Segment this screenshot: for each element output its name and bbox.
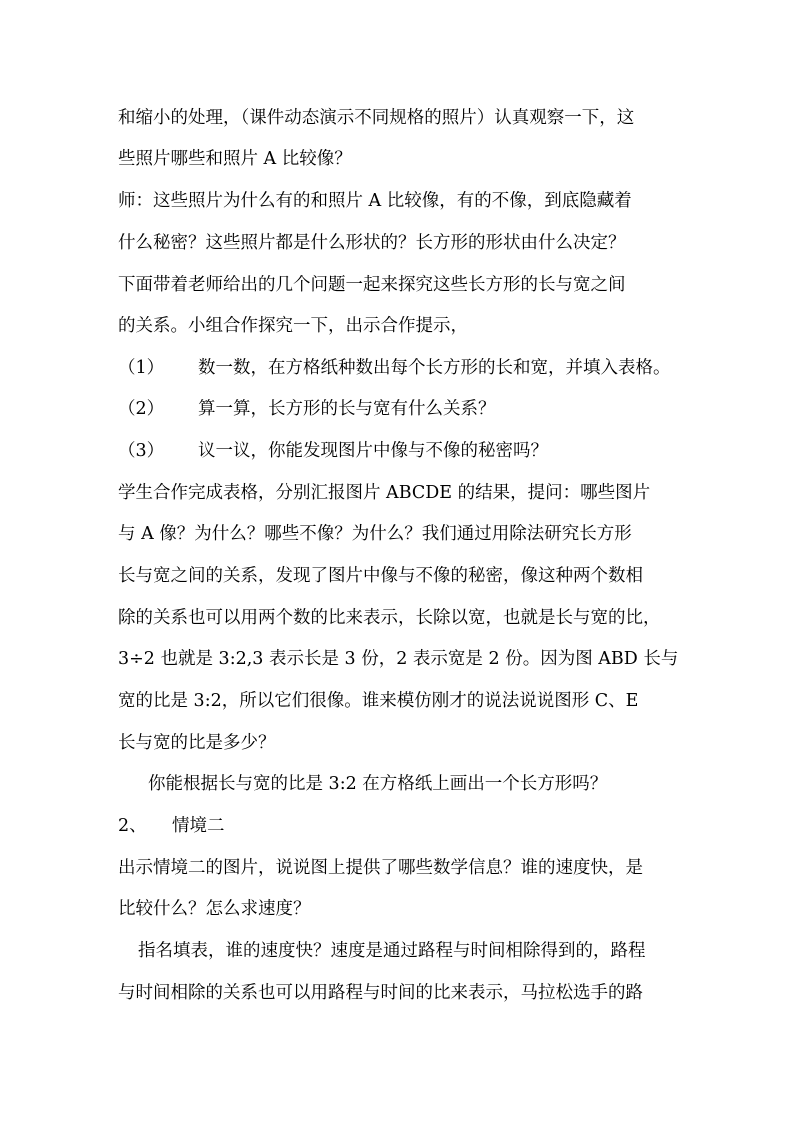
text-line: 什么秘密？这些照片都是什么形状的？长方形的形状由什么决定？ (118, 233, 626, 253)
section-number: 2、 (118, 816, 147, 836)
list-item-text: 议一议，你能发现图片中像与不像的秘密吗？ (198, 441, 548, 461)
text-line: 和缩小的处理，（课件动态演示不同规格的照片）认真观察一下，这 (118, 108, 635, 128)
text-line: 师：这些照片为什么有的和照片 A 比较像，有的不像，到底隐藏着 (118, 191, 632, 211)
text-line: 与 A 像？为什么？哪些不像？为什么？我们通过用除法研究长方形 (118, 524, 632, 544)
text-line: 长与宽之间的关系，发现了图片中像与不像的秘密，像这种两个数相 (118, 566, 643, 586)
text-line: 除的关系也可以用两个数的比来表示，长除以宽，也就是长与宽的比， (118, 608, 661, 628)
text-line: 比较什么？怎么求速度？ (118, 899, 311, 919)
text-line: 些照片哪些和照片 A 比较像？ (118, 149, 352, 169)
list-item (118, 439, 678, 463)
text-line: 宽的比是 3:2，所以它们很像。谁来模仿刚才的说法说说图形 C、E (118, 691, 639, 711)
section-heading (118, 814, 678, 838)
text-line: 的关系。小组合作探究一下，出示合作提示， (118, 316, 468, 336)
list-item (118, 356, 678, 380)
section-title: 情境二 (172, 816, 225, 836)
text-line: 学生合作完成表格，分别汇报图片 ABCDE 的结果，提问：哪些图片 (118, 483, 651, 503)
list-item-number: （2） (118, 399, 165, 419)
list-item-text: 算一算，长方形的长与宽有什么关系？ (198, 399, 496, 419)
text-line: 3÷2 也就是 3:2,3 表示长是 3 份，2 表示宽是 2 份。因为图 ABD 长与 (118, 649, 678, 669)
text-line: 长与宽的比是多少？ (118, 733, 276, 753)
list-item-text: 数一数，在方格纸种数出每个长方形的长和宽，并填入表格。 (198, 358, 671, 378)
text-line: 与时间相除的关系也可以用路程与时间的比来表示，马拉松选手的路 (118, 983, 643, 1003)
text-line: 指名填表，谁的速度快？速度是通过路程与时间相除得到的，路程 (138, 941, 646, 961)
list-item-number: （1） (118, 358, 165, 378)
list-item (118, 397, 678, 421)
list-item-number: （3） (118, 441, 165, 461)
text-line: 下面带着老师给出的几个问题一起来探究这些长方形的长与宽之间 (118, 275, 626, 295)
text-line: 出示情境二的图片，说说图上提供了哪些数学信息？谁的速度快，是 (118, 858, 643, 878)
text-line: 你能根据长与宽的比是 3:2 在方格纸上画出一个长方形吗？ (148, 774, 608, 794)
